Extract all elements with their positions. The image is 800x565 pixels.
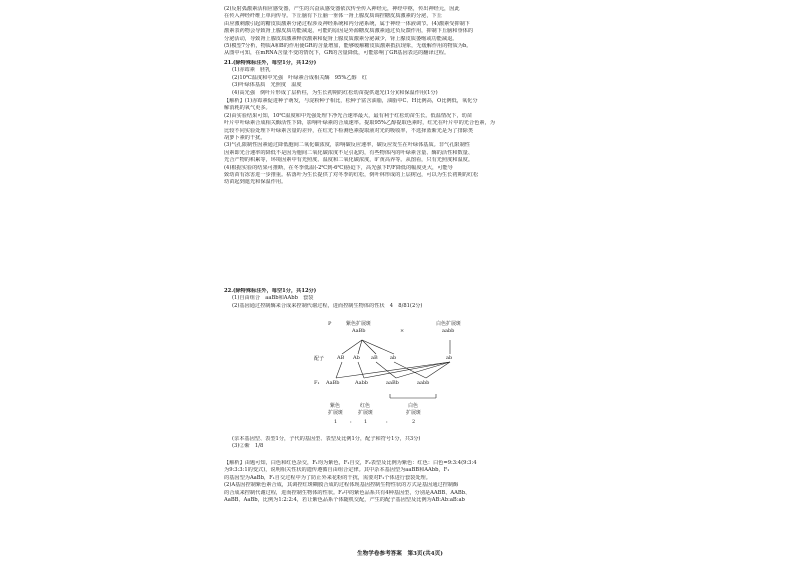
text-line: 由应激刺激引起的糖皮质激素分泌过程涉及神经系统和内分泌系统，属于神经一体液调节。(4)激素受抑制下: [224, 20, 470, 27]
phenotype-white: 白色: [408, 403, 419, 409]
analysis-line: 叶片中叶绿素合成相关酶活性下降，影响叶绿素的合成速率。提取95%乙醇提取色素时，红光在叶片中的光合色素，为: [224, 120, 495, 127]
phenotype-purple-spot: 扩展斑: [328, 410, 344, 416]
section-q20-continued: [224, 6, 584, 58]
analysis-line: 【解析】(1)赤霉素促进种子萌发，与淀粉种子相比，松种子富含油脂，油脂中C、H比例高，O比例低，氧化分: [224, 98, 478, 104]
analysis-line: AaBB、AaBb，比例为1:2:2:4，若让紫色品系个体随机交配，产生的配子基因型及比例为AB:Ab:aB:ab: [224, 496, 465, 503]
text-line: 从图中可知，在mRNA含量不变的情况下，GR的含量降低，可能影响了GR基因表达的翻译过程。: [224, 50, 450, 57]
answer-line: (3)②紫 1/8: [232, 443, 264, 450]
analysis-line: (2)A基因控制紫色素合成，其调控红斑糊膜合成的过程体现基因控制生物性状的方式是基因通过控制酶: [224, 482, 459, 489]
section-q22-scoring: [224, 436, 584, 451]
phenotype-purple: 紫色: [330, 403, 341, 409]
analysis-line: (3)气孔限制性因素通过降低胞间二氧化碳浓度，影响碳反应速率，碳反应发生在叶绿体基质。非气孔限制性: [224, 142, 470, 149]
phenotype-white-spot: 扩展斑: [406, 410, 422, 416]
gamete-ab-parent2: ab: [446, 355, 453, 361]
cross-symbol: ×: [400, 328, 405, 334]
gamete-ab-lower: ab: [390, 355, 397, 361]
phenotype-red-spot: 扩展斑: [358, 410, 374, 416]
f1-label: F₁: [314, 380, 320, 386]
analysis-line: 【解析】由题可知，白色和红色杂交，F₁均为紫色，F₁自交，F₂表型及比例为紫色：红色：白色=9:3:4(9:3:4: [224, 460, 477, 466]
section-q22-answers: [224, 288, 584, 310]
gamete-label: 配子: [314, 356, 325, 362]
parent1-phenotype: 紫色扩展斑: [346, 321, 372, 327]
ratio-2: 1: [364, 419, 368, 425]
ratio-separator: :: [350, 419, 352, 425]
text-line: (5)模型7分析，物质A和B的作用使GR的含量增加，能够缓解糖皮质激素抵抗现象，无缓解作用的物质为b。: [224, 42, 472, 49]
analysis-line: 的合成来控制代谢过程，进而控制生物体的性状。F₂中的紫色品系共有4种基因型，分别是AABB、AABb、: [224, 489, 471, 496]
ratio-3: 2: [412, 419, 416, 425]
gamete-ab-upper: AB: [337, 355, 345, 361]
text-line: 在传入神经纤维上单向传导。下丘脑有下丘脑一垂体一肾上腺皮质调控糖皮质激素的分泌，下丘: [224, 13, 442, 20]
analysis-line: (4)根据实验的结果可推断，在冬季低温(-2℃到-6℃)胁迫下，高光强下F/F降低的幅度更大，可能导: [224, 164, 453, 171]
answer-line: (1)赤霉素 胚乳: [232, 67, 271, 74]
analysis-line: 致幼苗有冻害进一步推重。枯落叶为生长提供了对冬季的红松，倒叶林形成的上层树冠，可以为生长初期的红松: [224, 171, 479, 178]
analysis-line: 因素即光合速率的降低不是因为胞间二氧化碳浓度不足引起的，有些物体内的叶绿素含量、酶的活性和数量、: [224, 149, 474, 156]
answer-line: (1)自由组合 aaBb和AAbb 套袋: [232, 295, 314, 302]
analysis-line: 比较不同实验处理下叶绿素含量的差异，在红光下检测色素提取液对光的吸收率，不选择蓝紫光是为了排除类: [224, 127, 474, 134]
f1-genotype-aabb4: aabb: [417, 380, 430, 386]
section-q21-answers: [224, 60, 584, 97]
analysis-line: 光合产物的积累等，环境因素中有光照度、温度和二氧化碳浓度，旷黄高养等。从图看，只有光照度和温度。: [224, 157, 474, 164]
f1-genotype-aabb1: AaBb: [326, 380, 340, 386]
answer-line: (3)叶绿体基质 光照度 温度: [232, 82, 302, 89]
section-q22-analysis: [224, 460, 584, 504]
answer-line: (2)基因通过控制酶来合成来控制代谢过程，进而控制生物体的性状 4 8/81(2分): [232, 302, 423, 309]
gamete-ab-mixed: Ab: [353, 355, 360, 361]
f1-genotype-aabb3: aaBb: [386, 380, 399, 386]
phenotype-red: 红色: [360, 403, 371, 409]
text-line: 分泌活动，导致肾上腺皮质激素释放激素和促肾上腺皮质激素分泌减少，肾上腺皮质萎缩或功能减退。: [224, 35, 458, 42]
parent1-genotype: AaBb: [352, 328, 366, 334]
answer-line: (4)高光强 倒叶片形成了层析柱，为生长初期的红松幼苗提供遮光(1分)(和保温作用(1分): [232, 89, 438, 96]
analysis-line: 的基因型为AaBb，F₁自交过程中为了防止外来花粉的干扰，需要对F₁个体进行套袋处理。: [224, 474, 431, 481]
text-line: 激素表药物会导致肾上腺皮质功能减退，可能的原因是外源糖皮质激素通过负反馈作用，抑制下丘脑和垂体的: [224, 28, 474, 35]
section-q21-analysis: [224, 98, 584, 187]
text-line: (2)反射弧激素活相应感受器，产生的兴奋从感受器依次传至传入神经元，神经中枢，传出神经元，因此: [224, 6, 460, 12]
analysis-line: 幼苗起到遮光和保温作用。: [224, 179, 287, 186]
analysis-line: 解消耗的氧气更多。: [224, 105, 271, 112]
gamete-ab-lower-upper: aB: [371, 355, 378, 361]
answer-line: (亲本基因型、表型1分，子代的基因型、表型及比例1分，配子和符号1分，共3分): [232, 436, 421, 442]
p-generation-label: P: [328, 321, 332, 327]
analysis-line: (2)由实验结果可知，10℃温度和中光强处理下净光合速率最大，最有利于红松幼苗生长。低温情况下，幼苗: [224, 112, 473, 119]
answer-line: (2)10℃温度和中光强 叶绿素合成相关酶 95%乙醇 红: [232, 74, 368, 81]
page-footer: 生物学卷参考答案 第3页(共4页): [357, 551, 443, 557]
analysis-line: 胡萝卜素的干扰。: [224, 134, 266, 141]
question-heading: 22.(除特殊标注外，每空1分，共12分): [224, 288, 317, 294]
genetic-cross-diagram: [300, 318, 500, 430]
analysis-line: 为9:3:3:1的变式)，说明相关性状的遗传遵循自由组合定律。其中杂本基因型为aaBB和AAbb，F₁: [224, 467, 450, 474]
f1-genotype-aabb2: Aabb: [355, 380, 368, 386]
ratio-1: 1: [334, 419, 338, 425]
parent2-genotype: aabb: [442, 328, 455, 334]
ratio-separator: :: [386, 419, 388, 425]
parent2-phenotype: 白色扩展斑: [436, 321, 462, 327]
question-heading: 21.(除特殊标注外，每空1分，共12分): [224, 60, 317, 66]
